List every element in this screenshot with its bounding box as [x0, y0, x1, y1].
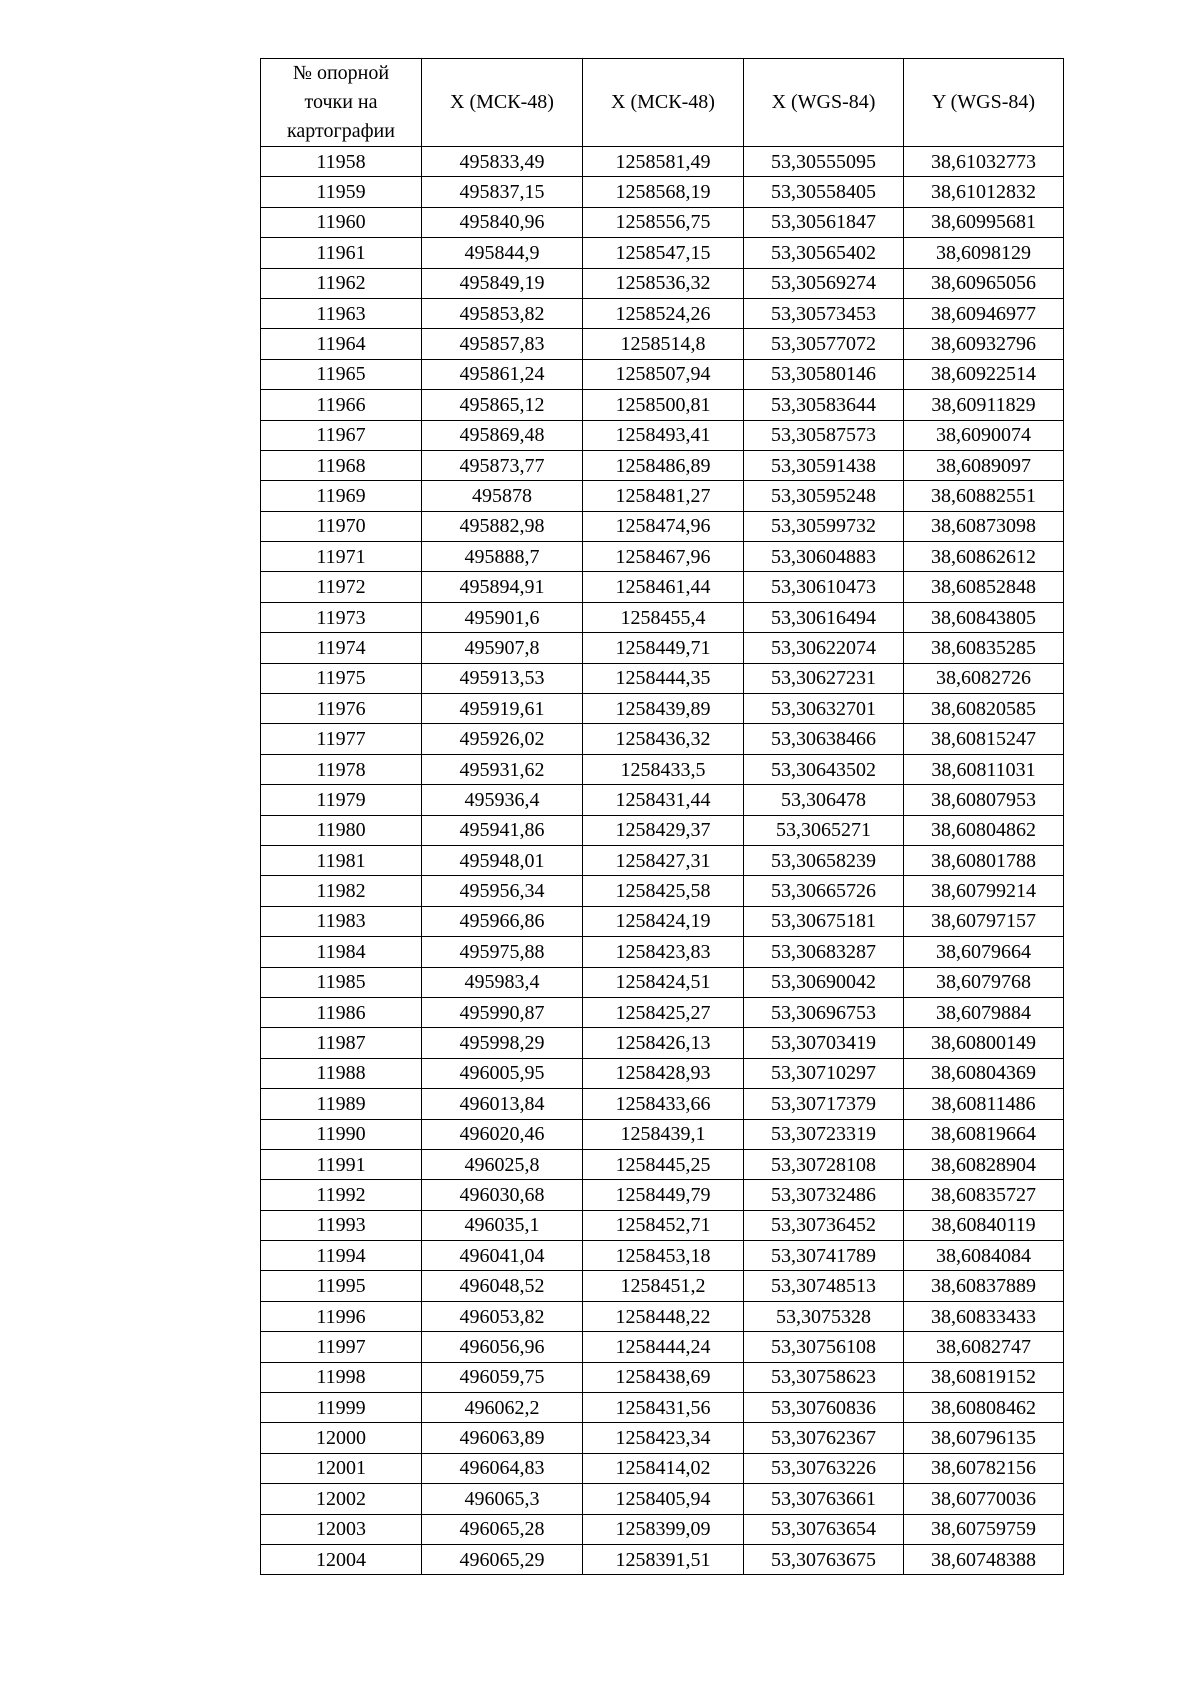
cell-y-wgs84: 38,60808462 [904, 1393, 1064, 1423]
cell-x-msk48-b: 1258426,13 [583, 1028, 744, 1058]
cell-y-wgs84: 38,60801788 [904, 845, 1064, 875]
table-body [261, 147, 1064, 1575]
cell-x-msk48-b: 1258524,26 [583, 298, 744, 328]
cell-x-msk48-b: 1258455,4 [583, 602, 744, 632]
cell-x-msk48-b: 1258436,32 [583, 724, 744, 754]
cell-x-msk48-b: 1258428,93 [583, 1058, 744, 1088]
cell-y-wgs84: 38,60833433 [904, 1301, 1064, 1331]
table-row [261, 1332, 1064, 1362]
table-row [261, 238, 1064, 268]
cell-x-msk48-b: 1258461,44 [583, 572, 744, 602]
table-row [261, 724, 1064, 754]
cell-x-msk48-b: 1258451,2 [583, 1271, 744, 1301]
cell-x-msk48-a: 495894,91 [422, 572, 583, 602]
cell-x-msk48-b: 1258481,27 [583, 481, 744, 511]
cell-point-number: 11985 [261, 967, 422, 997]
cell-x-msk48-b: 1258424,51 [583, 967, 744, 997]
cell-x-wgs84: 53,30723319 [744, 1119, 904, 1149]
cell-point-number: 11999 [261, 1393, 422, 1423]
table-row [261, 1301, 1064, 1331]
cell-y-wgs84: 38,60862612 [904, 542, 1064, 572]
cell-point-number: 11996 [261, 1301, 422, 1331]
cell-y-wgs84: 38,60811486 [904, 1089, 1064, 1119]
cell-y-wgs84: 38,61012832 [904, 177, 1064, 207]
cell-x-wgs84: 53,30632701 [744, 694, 904, 724]
table-row [261, 298, 1064, 328]
cell-x-msk48-b: 1258556,75 [583, 207, 744, 237]
cell-x-wgs84: 53,30622074 [744, 633, 904, 663]
cell-y-wgs84: 38,60837889 [904, 1271, 1064, 1301]
cell-x-wgs84: 53,30736452 [744, 1210, 904, 1240]
header-line: X (МСК-48) [611, 91, 715, 113]
cell-x-msk48-b: 1258467,96 [583, 542, 744, 572]
cell-x-msk48-a: 496065,29 [422, 1544, 583, 1574]
cell-y-wgs84: 38,60828904 [904, 1149, 1064, 1179]
cell-x-msk48-a: 496035,1 [422, 1210, 583, 1240]
cell-point-number: 11991 [261, 1149, 422, 1179]
cell-x-wgs84: 53,30587573 [744, 420, 904, 450]
table-row [261, 147, 1064, 177]
cell-x-msk48-a: 495919,61 [422, 694, 583, 724]
cell-x-msk48-a: 496020,46 [422, 1119, 583, 1149]
table-row [261, 1149, 1064, 1179]
cell-y-wgs84: 38,60804862 [904, 815, 1064, 845]
table-row [261, 1484, 1064, 1514]
table-row [261, 1241, 1064, 1271]
table-row [261, 1514, 1064, 1544]
table-row [261, 1058, 1064, 1088]
cell-point-number: 12002 [261, 1484, 422, 1514]
table-row [261, 694, 1064, 724]
cell-point-number: 11993 [261, 1210, 422, 1240]
cell-x-wgs84: 53,306478 [744, 785, 904, 815]
cell-point-number: 11973 [261, 602, 422, 632]
cell-x-wgs84: 53,30763654 [744, 1514, 904, 1544]
table-row [261, 359, 1064, 389]
cell-x-wgs84: 53,30728108 [744, 1149, 904, 1179]
header-line: точки на [304, 91, 378, 113]
cell-x-msk48-a: 496053,82 [422, 1301, 583, 1331]
cell-point-number: 11997 [261, 1332, 422, 1362]
cell-y-wgs84: 38,6090074 [904, 420, 1064, 450]
cell-x-msk48-b: 1258423,83 [583, 937, 744, 967]
cell-point-number: 11989 [261, 1089, 422, 1119]
table-row [261, 511, 1064, 541]
cell-x-wgs84: 53,30710297 [744, 1058, 904, 1088]
cell-point-number: 11983 [261, 906, 422, 936]
cell-x-wgs84: 53,30561847 [744, 207, 904, 237]
cell-x-wgs84: 53,30675181 [744, 906, 904, 936]
cell-point-number: 12004 [261, 1544, 422, 1574]
cell-x-msk48-b: 1258429,37 [583, 815, 744, 845]
cell-x-msk48-a: 495873,77 [422, 450, 583, 480]
cell-y-wgs84: 38,60965056 [904, 268, 1064, 298]
cell-y-wgs84: 38,6082726 [904, 663, 1064, 693]
header-x-msk48-a [422, 59, 583, 147]
table-row [261, 1271, 1064, 1301]
cell-x-msk48-b: 1258453,18 [583, 1241, 744, 1271]
cell-y-wgs84: 38,60911829 [904, 390, 1064, 420]
table-row [261, 937, 1064, 967]
cell-x-wgs84: 53,30732486 [744, 1180, 904, 1210]
cell-x-msk48-a: 496048,52 [422, 1271, 583, 1301]
cell-point-number: 11998 [261, 1362, 422, 1392]
cell-x-wgs84: 53,30748513 [744, 1271, 904, 1301]
cell-x-msk48-b: 1258423,34 [583, 1423, 744, 1453]
cell-x-wgs84: 53,30565402 [744, 238, 904, 268]
table-row [261, 602, 1064, 632]
cell-y-wgs84: 38,60799214 [904, 876, 1064, 906]
cell-point-number: 11969 [261, 481, 422, 511]
cell-y-wgs84: 38,60797157 [904, 906, 1064, 936]
cell-point-number: 11962 [261, 268, 422, 298]
cell-x-msk48-b: 1258500,81 [583, 390, 744, 420]
table-row [261, 1423, 1064, 1453]
cell-x-msk48-b: 1258493,41 [583, 420, 744, 450]
cell-point-number: 12000 [261, 1423, 422, 1453]
cell-x-msk48-b: 1258452,71 [583, 1210, 744, 1240]
cell-x-msk48-b: 1258425,58 [583, 876, 744, 906]
cell-x-msk48-a: 495878 [422, 481, 583, 511]
cell-x-msk48-a: 496065,28 [422, 1514, 583, 1544]
cell-x-wgs84: 53,30763661 [744, 1484, 904, 1514]
cell-point-number: 11976 [261, 694, 422, 724]
cell-x-msk48-a: 495888,7 [422, 542, 583, 572]
cell-x-msk48-a: 495926,02 [422, 724, 583, 754]
cell-x-wgs84: 53,30583644 [744, 390, 904, 420]
table-row [261, 542, 1064, 572]
cell-y-wgs84: 38,60843805 [904, 602, 1064, 632]
cell-x-wgs84: 53,30717379 [744, 1089, 904, 1119]
cell-x-msk48-b: 1258507,94 [583, 359, 744, 389]
header-row [261, 59, 1064, 147]
cell-y-wgs84: 38,6079884 [904, 997, 1064, 1027]
cell-x-wgs84: 53,30760836 [744, 1393, 904, 1423]
table-row [261, 1453, 1064, 1483]
table-row [261, 1210, 1064, 1240]
cell-x-msk48-b: 1258449,71 [583, 633, 744, 663]
table-row [261, 754, 1064, 784]
cell-point-number: 11981 [261, 845, 422, 875]
cell-point-number: 11970 [261, 511, 422, 541]
table-row [261, 481, 1064, 511]
header-x-wgs84 [744, 59, 904, 147]
cell-x-msk48-b: 1258414,02 [583, 1453, 744, 1483]
header-line: X (МСК-48) [450, 91, 554, 113]
cell-x-msk48-a: 495990,87 [422, 997, 583, 1027]
table-row [261, 450, 1064, 480]
cell-x-wgs84: 53,30569274 [744, 268, 904, 298]
cell-point-number: 11968 [261, 450, 422, 480]
cell-x-msk48-b: 1258427,31 [583, 845, 744, 875]
cell-x-wgs84: 53,30683287 [744, 937, 904, 967]
cell-y-wgs84: 38,60922514 [904, 359, 1064, 389]
cell-x-msk48-a: 496059,75 [422, 1362, 583, 1392]
cell-x-wgs84: 53,30577072 [744, 329, 904, 359]
cell-x-wgs84: 53,30616494 [744, 602, 904, 632]
cell-x-msk48-a: 495931,62 [422, 754, 583, 784]
cell-x-msk48-b: 1258448,22 [583, 1301, 744, 1331]
cell-y-wgs84: 38,60819152 [904, 1362, 1064, 1392]
cell-x-wgs84: 53,30643502 [744, 754, 904, 784]
cell-y-wgs84: 38,60748388 [904, 1544, 1064, 1574]
table-row [261, 785, 1064, 815]
cell-point-number: 11995 [261, 1271, 422, 1301]
cell-x-msk48-a: 496063,89 [422, 1423, 583, 1453]
cell-y-wgs84: 38,60770036 [904, 1484, 1064, 1514]
cell-point-number: 11980 [261, 815, 422, 845]
cell-x-msk48-b: 1258444,24 [583, 1332, 744, 1362]
cell-x-wgs84: 53,30580146 [744, 359, 904, 389]
cell-x-msk48-b: 1258424,19 [583, 906, 744, 936]
cell-y-wgs84: 38,60932796 [904, 329, 1064, 359]
cell-y-wgs84: 38,60815247 [904, 724, 1064, 754]
cell-x-wgs84: 53,30591438 [744, 450, 904, 480]
table-row [261, 845, 1064, 875]
cell-x-wgs84: 53,30627231 [744, 663, 904, 693]
cell-x-wgs84: 53,30595248 [744, 481, 904, 511]
header-y-wgs84 [904, 59, 1064, 147]
cell-point-number: 11964 [261, 329, 422, 359]
table-row [261, 268, 1064, 298]
coordinates-table [260, 58, 1064, 1575]
cell-x-wgs84: 53,30573453 [744, 298, 904, 328]
cell-point-number: 11958 [261, 147, 422, 177]
cell-x-wgs84: 53,30555095 [744, 147, 904, 177]
cell-x-msk48-a: 495901,6 [422, 602, 583, 632]
cell-x-msk48-b: 1258536,32 [583, 268, 744, 298]
cell-y-wgs84: 38,60882551 [904, 481, 1064, 511]
cell-point-number: 11974 [261, 633, 422, 663]
cell-x-msk48-a: 496013,84 [422, 1089, 583, 1119]
cell-x-msk48-b: 1258438,69 [583, 1362, 744, 1392]
cell-x-msk48-b: 1258568,19 [583, 177, 744, 207]
cell-y-wgs84: 38,60946977 [904, 298, 1064, 328]
table-row [261, 997, 1064, 1027]
cell-x-wgs84: 53,30741789 [744, 1241, 904, 1271]
cell-point-number: 11988 [261, 1058, 422, 1088]
cell-x-msk48-b: 1258405,94 [583, 1484, 744, 1514]
cell-x-msk48-a: 496065,3 [422, 1484, 583, 1514]
cell-y-wgs84: 38,60835285 [904, 633, 1064, 663]
cell-y-wgs84: 38,60811031 [904, 754, 1064, 784]
cell-x-msk48-b: 1258547,15 [583, 238, 744, 268]
cell-point-number: 11972 [261, 572, 422, 602]
table-row [261, 1362, 1064, 1392]
table-header [261, 59, 1064, 147]
table-row [261, 420, 1064, 450]
cell-x-msk48-a: 495966,86 [422, 906, 583, 936]
cell-x-msk48-a: 495913,53 [422, 663, 583, 693]
cell-point-number: 11960 [261, 207, 422, 237]
cell-y-wgs84: 38,60873098 [904, 511, 1064, 541]
cell-x-msk48-b: 1258433,66 [583, 1089, 744, 1119]
cell-x-msk48-a: 495833,49 [422, 147, 583, 177]
table-row [261, 815, 1064, 845]
header-line: картографии [287, 120, 395, 142]
table-row [261, 1180, 1064, 1210]
cell-x-msk48-a: 495869,48 [422, 420, 583, 450]
header-line: Y (WGS-84) [931, 91, 1036, 113]
header-line: № опорной [292, 62, 390, 84]
cell-y-wgs84: 38,6098129 [904, 238, 1064, 268]
cell-x-wgs84: 53,3065271 [744, 815, 904, 845]
cell-x-msk48-a: 495849,19 [422, 268, 583, 298]
cell-y-wgs84: 38,60852848 [904, 572, 1064, 602]
table-row [261, 967, 1064, 997]
header-x-msk48-b [583, 59, 744, 147]
cell-point-number: 11961 [261, 238, 422, 268]
cell-x-wgs84: 53,30696753 [744, 997, 904, 1027]
cell-x-msk48-b: 1258474,96 [583, 511, 744, 541]
cell-x-msk48-a: 495861,24 [422, 359, 583, 389]
cell-x-wgs84: 53,30604883 [744, 542, 904, 572]
cell-y-wgs84: 38,60782156 [904, 1453, 1064, 1483]
cell-x-wgs84: 53,30756108 [744, 1332, 904, 1362]
cell-point-number: 11990 [261, 1119, 422, 1149]
table-row [261, 1089, 1064, 1119]
table-row [261, 572, 1064, 602]
cell-y-wgs84: 38,60796135 [904, 1423, 1064, 1453]
cell-x-msk48-b: 1258439,89 [583, 694, 744, 724]
cell-y-wgs84: 38,60819664 [904, 1119, 1064, 1149]
table-row [261, 1028, 1064, 1058]
table-row [261, 663, 1064, 693]
table-row [261, 1119, 1064, 1149]
cell-y-wgs84: 38,60840119 [904, 1210, 1064, 1240]
cell-x-msk48-a: 495936,4 [422, 785, 583, 815]
cell-y-wgs84: 38,61032773 [904, 147, 1064, 177]
cell-y-wgs84: 38,6089097 [904, 450, 1064, 480]
table-row [261, 329, 1064, 359]
cell-point-number: 11994 [261, 1241, 422, 1271]
cell-y-wgs84: 38,6079664 [904, 937, 1064, 967]
cell-x-msk48-a: 496041,04 [422, 1241, 583, 1271]
header-point-number [261, 59, 422, 147]
cell-point-number: 11987 [261, 1028, 422, 1058]
cell-x-msk48-a: 495998,29 [422, 1028, 583, 1058]
cell-x-msk48-a: 496025,8 [422, 1149, 583, 1179]
cell-x-msk48-b: 1258433,5 [583, 754, 744, 784]
cell-x-msk48-b: 1258486,89 [583, 450, 744, 480]
cell-point-number: 11982 [261, 876, 422, 906]
cell-x-msk48-a: 495853,82 [422, 298, 583, 328]
table-row [261, 1393, 1064, 1423]
cell-point-number: 11992 [261, 1180, 422, 1210]
cell-x-msk48-b: 1258449,79 [583, 1180, 744, 1210]
cell-x-msk48-b: 1258439,1 [583, 1119, 744, 1149]
cell-x-wgs84: 53,30763675 [744, 1544, 904, 1574]
cell-x-wgs84: 53,30758623 [744, 1362, 904, 1392]
table-row [261, 876, 1064, 906]
cell-x-msk48-b: 1258444,35 [583, 663, 744, 693]
cell-x-wgs84: 53,30558405 [744, 177, 904, 207]
cell-x-msk48-a: 496030,68 [422, 1180, 583, 1210]
cell-y-wgs84: 38,6082747 [904, 1332, 1064, 1362]
cell-x-msk48-b: 1258581,49 [583, 147, 744, 177]
table-row [261, 390, 1064, 420]
cell-y-wgs84: 38,6079768 [904, 967, 1064, 997]
cell-point-number: 11975 [261, 663, 422, 693]
cell-x-wgs84: 53,30763226 [744, 1453, 904, 1483]
table-row [261, 207, 1064, 237]
cell-x-msk48-b: 1258514,8 [583, 329, 744, 359]
cell-y-wgs84: 38,60820585 [904, 694, 1064, 724]
cell-point-number: 11965 [261, 359, 422, 389]
cell-x-msk48-b: 1258391,51 [583, 1544, 744, 1574]
cell-x-msk48-b: 1258399,09 [583, 1514, 744, 1544]
cell-x-msk48-a: 495948,01 [422, 845, 583, 875]
cell-x-wgs84: 53,30690042 [744, 967, 904, 997]
cell-point-number: 12001 [261, 1453, 422, 1483]
cell-y-wgs84: 38,60804369 [904, 1058, 1064, 1088]
cell-point-number: 11967 [261, 420, 422, 450]
cell-y-wgs84: 38,60800149 [904, 1028, 1064, 1058]
cell-y-wgs84: 38,60995681 [904, 207, 1064, 237]
table-row [261, 633, 1064, 663]
cell-x-msk48-a: 495956,34 [422, 876, 583, 906]
cell-x-wgs84: 53,30658239 [744, 845, 904, 875]
cell-x-msk48-a: 495983,4 [422, 967, 583, 997]
cell-point-number: 11978 [261, 754, 422, 784]
cell-x-msk48-a: 496062,2 [422, 1393, 583, 1423]
table-row [261, 906, 1064, 936]
cell-x-wgs84: 53,30599732 [744, 511, 904, 541]
cell-point-number: 11959 [261, 177, 422, 207]
cell-x-msk48-a: 495837,15 [422, 177, 583, 207]
cell-y-wgs84: 38,60759759 [904, 1514, 1064, 1544]
cell-x-msk48-a: 495840,96 [422, 207, 583, 237]
cell-y-wgs84: 38,60835727 [904, 1180, 1064, 1210]
cell-x-wgs84: 53,30762367 [744, 1423, 904, 1453]
cell-x-msk48-a: 495941,86 [422, 815, 583, 845]
cell-x-msk48-b: 1258431,56 [583, 1393, 744, 1423]
header-line: X (WGS-84) [771, 91, 876, 113]
cell-point-number: 11971 [261, 542, 422, 572]
cell-point-number: 11963 [261, 298, 422, 328]
cell-x-msk48-a: 496056,96 [422, 1332, 583, 1362]
cell-point-number: 11979 [261, 785, 422, 815]
cell-point-number: 11986 [261, 997, 422, 1027]
cell-y-wgs84: 38,60807953 [904, 785, 1064, 815]
cell-x-msk48-a: 496005,95 [422, 1058, 583, 1088]
table-row [261, 1544, 1064, 1574]
cell-x-msk48-a: 495857,83 [422, 329, 583, 359]
cell-x-msk48-b: 1258431,44 [583, 785, 744, 815]
cell-point-number: 11977 [261, 724, 422, 754]
cell-x-wgs84: 53,30638466 [744, 724, 904, 754]
cell-x-msk48-a: 496064,83 [422, 1453, 583, 1483]
cell-point-number: 11984 [261, 937, 422, 967]
cell-x-wgs84: 53,3075328 [744, 1301, 904, 1331]
cell-x-msk48-a: 495844,9 [422, 238, 583, 268]
cell-x-wgs84: 53,30703419 [744, 1028, 904, 1058]
cell-point-number: 12003 [261, 1514, 422, 1544]
table-row [261, 177, 1064, 207]
cell-x-msk48-b: 1258445,25 [583, 1149, 744, 1179]
cell-x-msk48-a: 495975,88 [422, 937, 583, 967]
cell-x-msk48-a: 495865,12 [422, 390, 583, 420]
cell-point-number: 11966 [261, 390, 422, 420]
cell-x-wgs84: 53,30610473 [744, 572, 904, 602]
cell-x-msk48-a: 495907,8 [422, 633, 583, 663]
cell-x-wgs84: 53,30665726 [744, 876, 904, 906]
cell-x-msk48-b: 1258425,27 [583, 997, 744, 1027]
cell-y-wgs84: 38,6084084 [904, 1241, 1064, 1271]
cell-x-msk48-a: 495882,98 [422, 511, 583, 541]
